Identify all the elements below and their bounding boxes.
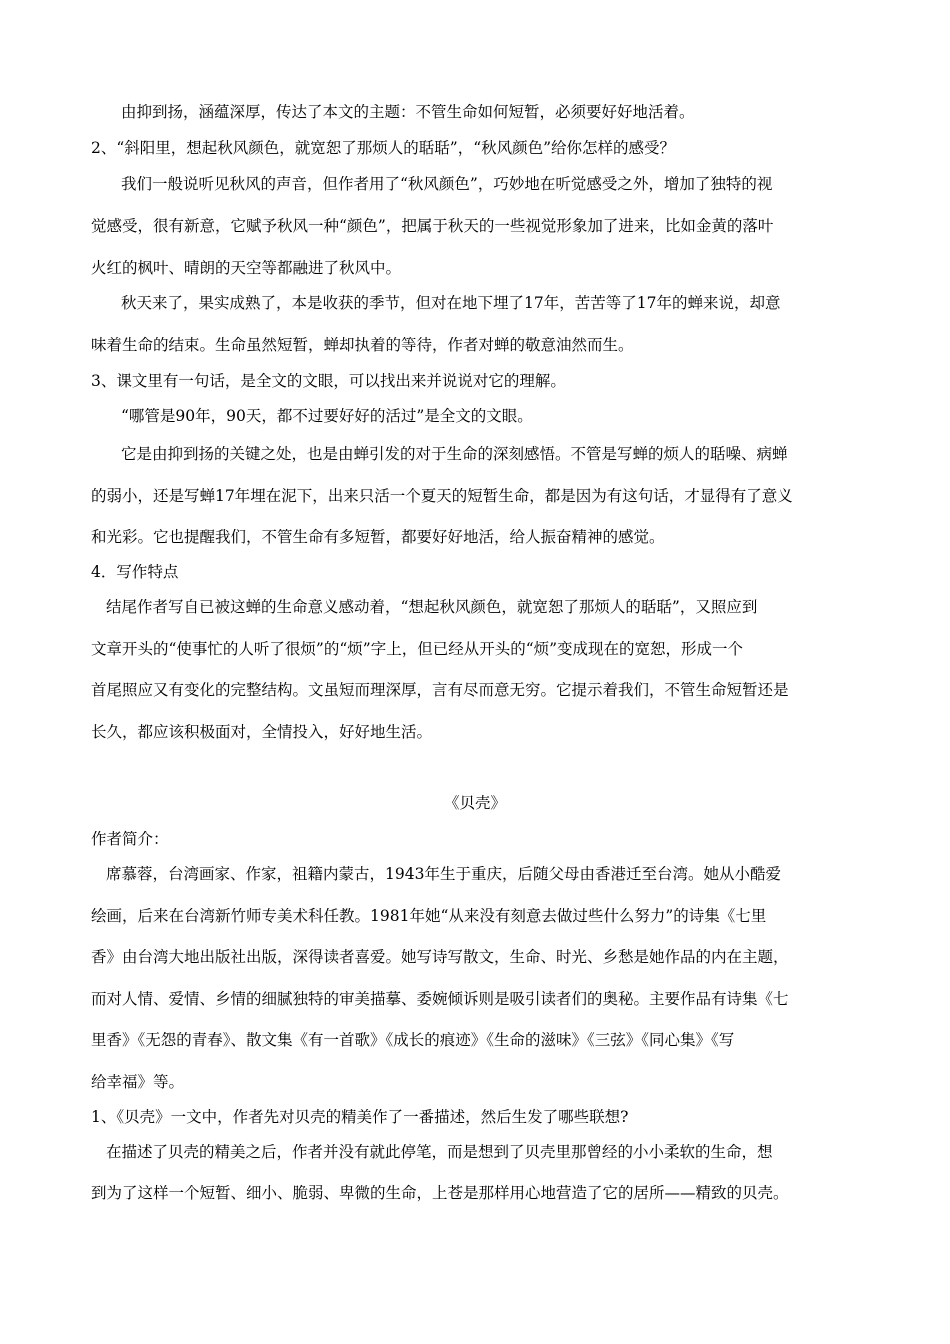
text-line: 长久，都应该积极面对，全情投入，好好地生活。: [91, 723, 433, 741]
text-line: 我们一般说听见秋风的声音，但作者用了“秋风颜色”，巧妙地在听觉感受之外，增加了独特的视: [121, 175, 773, 193]
text-line: 它是由抑到扬的关键之处，也是由蝉引发的对于生命的深刻感悟。不管是写蝉的烦人的聒噪、病蝉: [121, 445, 788, 463]
text-line: 和光彩。它也提醒我们，不管生命有多短暂，都要好好地活，给人振奋精神的感觉。: [91, 528, 665, 546]
text-line: 给幸福》等。: [91, 1073, 185, 1091]
text-line: 席慕蓉，台湾画家、作家，祖籍内蒙古，1943年生于重庆，后随父母由香港迁至台湾。她从小酷爱: [106, 865, 781, 883]
section-heading: 4．写作特点: [91, 563, 179, 581]
text-line: 绘画，后来在台湾新竹师专美术科任教。1981年她“从来没有刻意去做过些什么努力”的诗集《七里: [91, 907, 767, 925]
text-line: 结尾作者写自已被这蝉的生命意义感动着，“想起秋风颜色，就宽恕了那烦人的聒聒”，又照应到: [106, 598, 758, 616]
article-title: 《贝壳》: [443, 794, 506, 812]
question-heading: 3、课文里有一句话，是全文的文眼，可以找出来并说说对它的理解。: [91, 372, 566, 390]
text-line: 香》由台湾大地出版社出版，深得读者喜爱。她写诗写散文，生命、时光、乡愁是她作品的内在主题，: [91, 948, 789, 966]
text-line: 文章开头的“使事忙的人听了很烦”的“烦”字上，但已经从开头的“烦”变成现在的宽恕，形成一个: [91, 640, 744, 658]
text-line: “哪管是90年，90天，都不过要好好的活过”是全文的文眼。: [121, 407, 533, 425]
text-line: 的弱小，还是写蝉17年埋在泥下，出来只活一个夏天的短暂生命，都是因为有这句话，才显得有了意义: [91, 487, 793, 505]
text-line: 秋天来了，果实成熟了，本是收获的季节，但对在地下埋了17年，苦苦等了17年的蝉来说，却意: [121, 294, 781, 312]
question-heading: 2、“斜阳里，想起秋风颜色，就宽恕了那烦人的聒聒”，“秋风颜色”给你怎样的感受？: [91, 139, 676, 157]
text-line: 觉感受，很有新意，它赋予秋风一种“颜色”，把属于秋天的一些视觉形象加了进来，比如金黄的落叶: [91, 217, 774, 235]
text-line: 由抑到扬，涵蕴深厚，传达了本文的主题：不管生命如何短暂，必须要好好地活着。: [121, 103, 695, 121]
text-line: 火红的枫叶、晴朗的天空等都融进了秋风中。: [91, 259, 402, 277]
text-line: 味着生命的结束。生命虽然短暂，蝉却执着的等待，作者对蝉的敬意油然而生。: [91, 336, 634, 354]
text-line: 里香》《无怨的青春》、散文集《有一首歌》《成长的痕迹》《生命的滋味》《三弦》《同心集》《写: [91, 1031, 735, 1049]
text-line: 到为了这样一个短暂、细小、脆弱、卑微的生命，上苍是那样用心地营造了它的居所——精致的贝壳。: [91, 1184, 789, 1202]
text-line: 在描述了贝壳的精美之后，作者并没有就此停笔，而是想到了贝壳里那曾经的小小柔软的生命，想: [106, 1143, 773, 1161]
text-line: 首尾照应又有变化的完整结构。文虽短而理深厚，言有尽而意无穷。它提示着我们，不管生命短暂还是: [91, 681, 789, 699]
section-heading: 作者简介：: [91, 830, 169, 848]
text-line: 而对人情、爱情、乡情的细腻独特的审美描摹、委婉倾诉则是吸引读者们的奥秘。主要作品有诗集《七: [91, 990, 789, 1008]
question-heading: 1、《贝壳》一文中，作者先对贝壳的精美作了一番描述，然后生发了哪些联想?: [91, 1108, 629, 1126]
